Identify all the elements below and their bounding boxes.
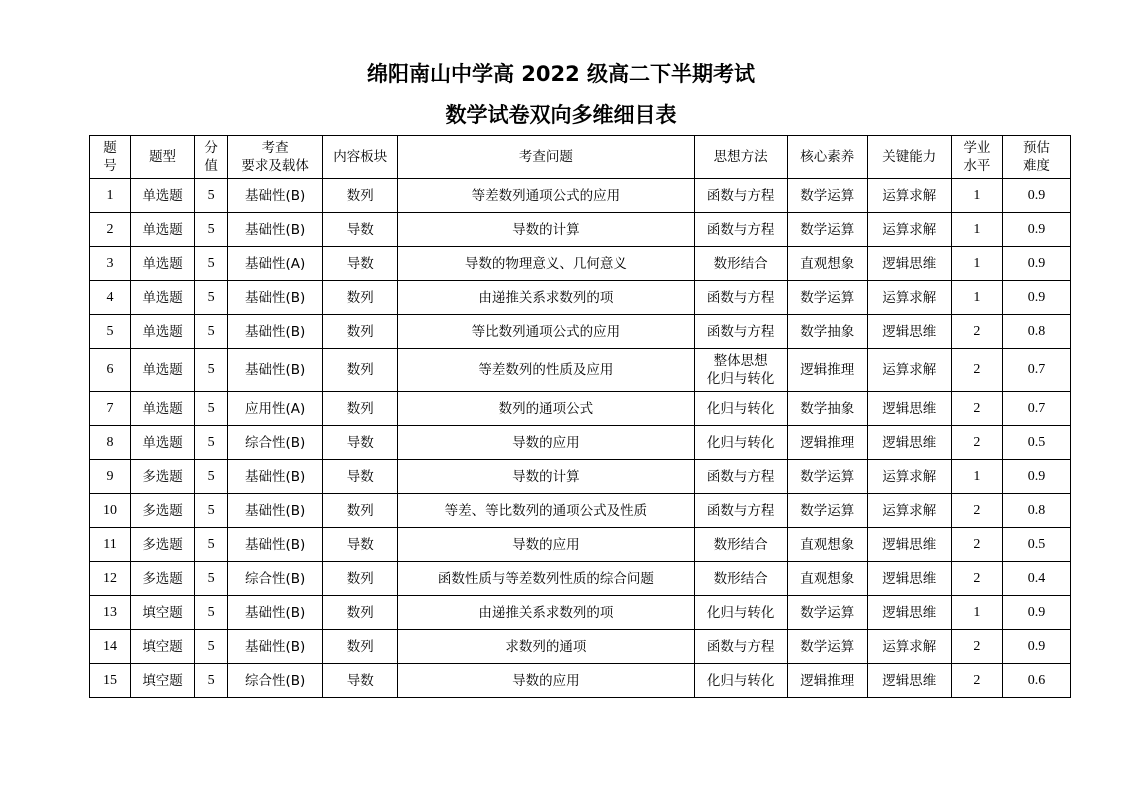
cell-content-block: 导数: [323, 213, 398, 247]
cell-literacy: 数学运算: [787, 179, 867, 213]
cell-no: 1: [90, 179, 131, 213]
table-row: [90, 349, 1071, 392]
cell-score: 5: [195, 281, 228, 315]
cell-type: 多选题: [131, 562, 195, 596]
cell-difficulty: 0.9: [1002, 247, 1070, 281]
cell-ability: 逻辑思维: [867, 247, 951, 281]
cell-requirement: 基础性(B): [228, 281, 323, 315]
cell-method: 函数与方程: [694, 179, 787, 213]
document-title: 绵阳南山中学高 2022 级高二下半期考试: [366, 62, 756, 86]
cell-literacy: 数学运算: [787, 596, 867, 630]
cell-difficulty: 0.8: [1002, 315, 1070, 349]
header-literacy: 核心素养: [787, 136, 867, 179]
cell-level: 2: [951, 562, 1002, 596]
cell-requirement: 基础性(B): [228, 460, 323, 494]
cell-score: 5: [195, 349, 228, 392]
cell-requirement: 基础性(B): [228, 596, 323, 630]
cell-question: 等差数列通项公式的应用: [398, 179, 694, 213]
cell-question: 求数列的通项: [398, 630, 694, 664]
table-row: [90, 179, 1071, 213]
cell-difficulty: 0.9: [1002, 281, 1070, 315]
cell-difficulty: 0.9: [1002, 460, 1070, 494]
cell-no: 8: [90, 426, 131, 460]
cell-literacy: 数学运算: [787, 281, 867, 315]
cell-requirement: 基础性(B): [228, 494, 323, 528]
cell-question: 导数的计算: [398, 460, 694, 494]
cell-literacy: 数学运算: [787, 630, 867, 664]
table-row: [90, 213, 1071, 247]
cell-type: 单选题: [131, 349, 195, 392]
cell-no: 10: [90, 494, 131, 528]
cell-score: 5: [195, 664, 228, 698]
cell-requirement: 基础性(B): [228, 179, 323, 213]
cell-ability: 运算求解: [867, 179, 951, 213]
cell-difficulty: 0.5: [1002, 528, 1070, 562]
cell-requirement: 基础性(B): [228, 213, 323, 247]
cell-type: 填空题: [131, 664, 195, 698]
cell-type: 多选题: [131, 460, 195, 494]
cell-method: 函数与方程: [694, 281, 787, 315]
cell-requirement: 基础性(B): [228, 315, 323, 349]
cell-type: 单选题: [131, 392, 195, 426]
cell-question: 由递推关系求数列的项: [398, 596, 694, 630]
cell-literacy: 数学运算: [787, 460, 867, 494]
header-row: [90, 136, 1071, 179]
cell-no: 11: [90, 528, 131, 562]
cell-requirement: 综合性(B): [228, 426, 323, 460]
cell-level: 2: [951, 349, 1002, 392]
table-row: [90, 664, 1071, 698]
cell-level: 2: [951, 494, 1002, 528]
cell-method: 整体思想 化归与转化: [694, 349, 787, 392]
cell-question: 导数的物理意义、几何意义: [398, 247, 694, 281]
header-content-block: 内容板块: [323, 136, 398, 179]
cell-ability: 运算求解: [867, 281, 951, 315]
cell-requirement: 综合性(B): [228, 664, 323, 698]
cell-method: 化归与转化: [694, 664, 787, 698]
cell-method: 化归与转化: [694, 392, 787, 426]
cell-score: 5: [195, 630, 228, 664]
cell-level: 1: [951, 281, 1002, 315]
cell-type: 填空题: [131, 596, 195, 630]
cell-ability: 运算求解: [867, 494, 951, 528]
cell-method: 化归与转化: [694, 596, 787, 630]
table-row: [90, 281, 1071, 315]
cell-score: 5: [195, 179, 228, 213]
cell-question: 由递推关系求数列的项: [398, 281, 694, 315]
cell-method: 函数与方程: [694, 460, 787, 494]
cell-content-block: 数列: [323, 349, 398, 392]
cell-content-block: 数列: [323, 315, 398, 349]
cell-score: 5: [195, 426, 228, 460]
cell-no: 6: [90, 349, 131, 392]
cell-difficulty: 0.4: [1002, 562, 1070, 596]
cell-literacy: 直观想象: [787, 247, 867, 281]
cell-content-block: 导数: [323, 247, 398, 281]
table-row: [90, 426, 1071, 460]
header-score: 分 值: [195, 136, 228, 179]
cell-type: 多选题: [131, 494, 195, 528]
cell-literacy: 逻辑推理: [787, 426, 867, 460]
cell-ability: 逻辑思维: [867, 596, 951, 630]
cell-ability: 运算求解: [867, 213, 951, 247]
cell-literacy: 直观想象: [787, 528, 867, 562]
cell-content-block: 数列: [323, 596, 398, 630]
cell-level: 1: [951, 596, 1002, 630]
cell-no: 12: [90, 562, 131, 596]
cell-difficulty: 0.9: [1002, 213, 1070, 247]
cell-no: 3: [90, 247, 131, 281]
cell-literacy: 数学运算: [787, 213, 867, 247]
cell-score: 5: [195, 247, 228, 281]
table-row: [90, 392, 1071, 426]
cell-requirement: 综合性(B): [228, 562, 323, 596]
header-no: 题 号: [90, 136, 131, 179]
cell-question: 等差、等比数列的通项公式及性质: [398, 494, 694, 528]
cell-score: 5: [195, 315, 228, 349]
cell-type: 单选题: [131, 179, 195, 213]
cell-requirement: 基础性(B): [228, 528, 323, 562]
cell-literacy: 直观想象: [787, 562, 867, 596]
cell-method: 函数与方程: [694, 494, 787, 528]
cell-score: 5: [195, 596, 228, 630]
cell-ability: 运算求解: [867, 630, 951, 664]
cell-difficulty: 0.6: [1002, 664, 1070, 698]
cell-level: 2: [951, 315, 1002, 349]
table-row: [90, 494, 1071, 528]
table-row: [90, 528, 1071, 562]
cell-score: 5: [195, 460, 228, 494]
cell-method: 数形结合: [694, 562, 787, 596]
header-ability: 关键能力: [867, 136, 951, 179]
cell-method: 函数与方程: [694, 630, 787, 664]
cell-score: 5: [195, 392, 228, 426]
cell-no: 2: [90, 213, 131, 247]
table-row: [90, 247, 1071, 281]
cell-level: 2: [951, 664, 1002, 698]
cell-difficulty: 0.7: [1002, 392, 1070, 426]
cell-question: 导数的应用: [398, 426, 694, 460]
cell-ability: 逻辑思维: [867, 392, 951, 426]
cell-question: 数列的通项公式: [398, 392, 694, 426]
cell-ability: 运算求解: [867, 349, 951, 392]
cell-type: 单选题: [131, 247, 195, 281]
cell-method: 函数与方程: [694, 213, 787, 247]
cell-level: 2: [951, 630, 1002, 664]
cell-content-block: 数列: [323, 392, 398, 426]
cell-requirement: 基础性(B): [228, 349, 323, 392]
table-row: [90, 562, 1071, 596]
table-row: [90, 315, 1071, 349]
cell-question: 导数的应用: [398, 664, 694, 698]
cell-level: 1: [951, 213, 1002, 247]
cell-no: 15: [90, 664, 131, 698]
cell-ability: 逻辑思维: [867, 664, 951, 698]
document-subtitle: 数学试卷双向多维细目表: [445, 103, 677, 127]
cell-question: 等差数列的性质及应用: [398, 349, 694, 392]
header-type: 题型: [131, 136, 195, 179]
cell-question: 等比数列通项公式的应用: [398, 315, 694, 349]
cell-question: 导数的计算: [398, 213, 694, 247]
cell-no: 7: [90, 392, 131, 426]
cell-ability: 逻辑思维: [867, 315, 951, 349]
cell-no: 4: [90, 281, 131, 315]
cell-method: 数形结合: [694, 528, 787, 562]
cell-ability: 逻辑思维: [867, 562, 951, 596]
cell-difficulty: 0.7: [1002, 349, 1070, 392]
cell-content-block: 数列: [323, 630, 398, 664]
cell-literacy: 逻辑推理: [787, 349, 867, 392]
cell-no: 13: [90, 596, 131, 630]
cell-content-block: 导数: [323, 528, 398, 562]
cell-score: 5: [195, 494, 228, 528]
header-difficulty: 预估 难度: [1002, 136, 1070, 179]
header-question: 考查问题: [398, 136, 694, 179]
cell-difficulty: 0.9: [1002, 596, 1070, 630]
cell-question: 导数的应用: [398, 528, 694, 562]
cell-ability: 运算求解: [867, 460, 951, 494]
cell-no: 9: [90, 460, 131, 494]
table-row: [90, 596, 1071, 630]
cell-level: 2: [951, 392, 1002, 426]
cell-content-block: 导数: [323, 460, 398, 494]
cell-ability: 逻辑思维: [867, 426, 951, 460]
cell-content-block: 导数: [323, 664, 398, 698]
header-level: 学业 水平: [951, 136, 1002, 179]
cell-level: 1: [951, 179, 1002, 213]
header-method: 思想方法: [694, 136, 787, 179]
cell-level: 1: [951, 460, 1002, 494]
cell-method: 函数与方程: [694, 315, 787, 349]
cell-difficulty: 0.9: [1002, 630, 1070, 664]
cell-content-block: 数列: [323, 179, 398, 213]
spec-table: [89, 135, 1071, 698]
header-requirement: 考查 要求及载体: [228, 136, 323, 179]
cell-literacy: 逻辑推理: [787, 664, 867, 698]
cell-requirement: 基础性(A): [228, 247, 323, 281]
cell-type: 单选题: [131, 213, 195, 247]
cell-no: 14: [90, 630, 131, 664]
cell-type: 填空题: [131, 630, 195, 664]
cell-content-block: 数列: [323, 494, 398, 528]
cell-ability: 逻辑思维: [867, 528, 951, 562]
cell-content-block: 数列: [323, 562, 398, 596]
cell-type: 多选题: [131, 528, 195, 562]
table-row: [90, 630, 1071, 664]
table-row: [90, 460, 1071, 494]
cell-method: 数形结合: [694, 247, 787, 281]
cell-type: 单选题: [131, 281, 195, 315]
cell-difficulty: 0.5: [1002, 426, 1070, 460]
cell-question: 函数性质与等差数列性质的综合问题: [398, 562, 694, 596]
cell-content-block: 导数: [323, 426, 398, 460]
cell-score: 5: [195, 562, 228, 596]
cell-difficulty: 0.9: [1002, 179, 1070, 213]
cell-level: 2: [951, 426, 1002, 460]
cell-difficulty: 0.8: [1002, 494, 1070, 528]
cell-type: 单选题: [131, 315, 195, 349]
cell-literacy: 数学运算: [787, 494, 867, 528]
cell-score: 5: [195, 213, 228, 247]
cell-score: 5: [195, 528, 228, 562]
cell-type: 单选题: [131, 426, 195, 460]
cell-literacy: 数学抽象: [787, 392, 867, 426]
cell-level: 2: [951, 528, 1002, 562]
cell-no: 5: [90, 315, 131, 349]
cell-requirement: 应用性(A): [228, 392, 323, 426]
cell-requirement: 基础性(B): [228, 630, 323, 664]
cell-level: 1: [951, 247, 1002, 281]
cell-method: 化归与转化: [694, 426, 787, 460]
cell-literacy: 数学抽象: [787, 315, 867, 349]
cell-content-block: 数列: [323, 281, 398, 315]
